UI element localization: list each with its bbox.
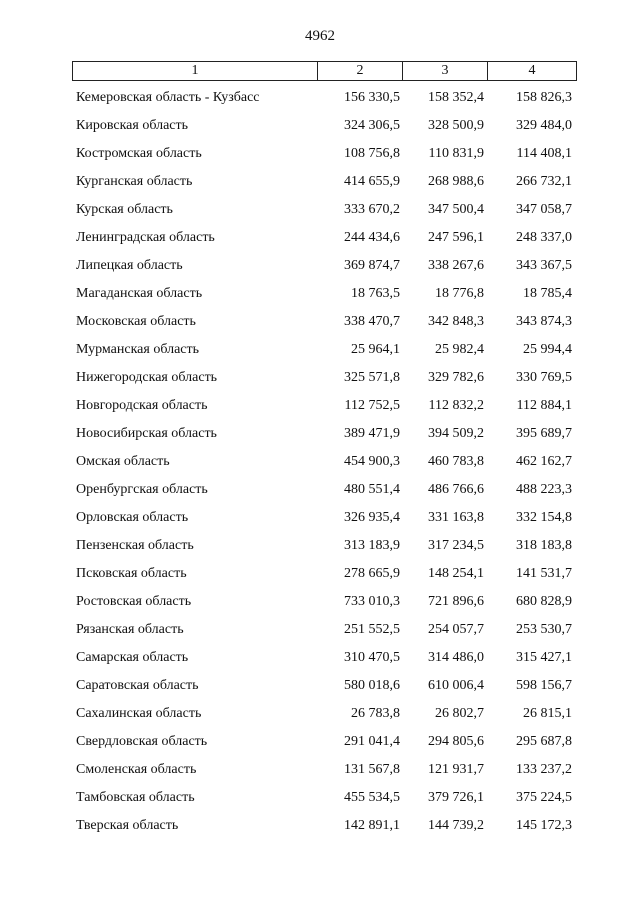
table-row [72,84,572,112]
column-header-row [73,62,577,81]
value-cell-col2: 326 935,4 [344,510,400,525]
value-cell-col4: 18 785,4 [523,286,572,301]
table-row [72,700,572,728]
region-name-cell: Мурманская область [76,342,200,357]
value-cell-col3: 610 006,4 [428,678,484,693]
region-name-cell: Свердловская область [76,734,208,749]
column-header-table [72,61,577,81]
table-row [72,644,572,672]
table-row [72,308,572,336]
value-cell-col4: 347 058,7 [516,202,572,217]
value-cell-col2: 156 330,5 [344,90,400,105]
value-cell-col4: 395 689,7 [516,426,572,441]
value-cell-col2: 278 665,9 [344,566,400,581]
value-cell-col3: 347 500,4 [428,202,484,217]
value-cell-col2: 131 567,8 [344,762,400,777]
table-row [72,560,572,588]
region-name-cell: Самарская область [76,650,189,665]
value-cell-col3: 331 163,8 [428,510,484,525]
value-cell-col2: 18 763,5 [351,286,400,301]
table-row [72,392,572,420]
value-cell-col4: 26 815,1 [523,706,572,721]
column-header-1: 1 [73,62,318,81]
value-cell-col4: 158 826,3 [516,90,572,105]
value-cell-col3: 379 726,1 [428,790,484,805]
value-cell-col2: 251 552,5 [344,622,400,637]
value-cell-col4: 329 484,0 [516,118,572,133]
value-cell-col2: 454 900,3 [344,454,400,469]
value-cell-col4: 253 530,7 [516,622,572,637]
region-name-cell: Кемеровская область - Кузбасс [76,90,260,105]
value-cell-col4: 25 994,4 [523,342,572,357]
table-row [72,616,572,644]
table-row [72,728,572,756]
value-cell-col4: 266 732,1 [516,174,572,189]
value-cell-col2: 333 670,2 [344,202,400,217]
region-name-cell: Омская область [76,454,170,469]
table-row [72,672,572,700]
region-name-cell: Курская область [76,202,173,217]
value-cell-col4: 145 172,3 [516,818,572,833]
table-row [72,196,572,224]
region-name-cell: Ростовская область [76,594,192,609]
value-cell-col2: 142 891,1 [344,818,400,833]
value-cell-col4: 343 367,5 [516,258,572,273]
table-row [72,336,572,364]
table-row [72,812,572,840]
value-cell-col2: 324 306,5 [344,118,400,133]
value-cell-col3: 247 596,1 [428,230,484,245]
value-cell-col4: 295 687,8 [516,734,572,749]
table-row [72,448,572,476]
value-cell-col2: 325 571,8 [344,370,400,385]
region-name-cell: Тамбовская область [76,790,195,805]
region-name-cell: Саратовская область [76,678,199,693]
column-header-4: 4 [488,62,577,81]
value-cell-col3: 486 766,6 [428,482,484,497]
value-cell-col4: 315 427,1 [516,650,572,665]
value-cell-col3: 294 805,6 [428,734,484,749]
table-row [72,784,572,812]
column-header-2: 2 [318,62,403,81]
table-row [72,168,572,196]
value-cell-col2: 338 470,7 [344,314,400,329]
value-cell-col4: 343 874,3 [516,314,572,329]
value-cell-col2: 733 010,3 [344,594,400,609]
value-cell-col3: 26 802,7 [435,706,484,721]
value-cell-col2: 389 471,9 [344,426,400,441]
value-cell-col2: 313 183,9 [344,538,400,553]
value-cell-col2: 244 434,6 [344,230,400,245]
region-name-cell: Костромская область [76,146,202,161]
table-row [72,112,572,140]
value-cell-col2: 455 534,5 [344,790,400,805]
region-name-cell: Новгородская область [76,398,208,413]
table-row [72,532,572,560]
region-name-cell: Сахалинская область [76,706,202,721]
value-cell-col3: 121 931,7 [428,762,484,777]
table-row [72,364,572,392]
region-name-cell: Ленинградская область [76,230,215,245]
value-cell-col4: 318 183,8 [516,538,572,553]
value-cell-col2: 26 783,8 [351,706,400,721]
value-cell-col3: 110 831,9 [428,146,484,161]
region-name-cell: Нижегородская область [76,370,218,385]
value-cell-col2: 310 470,5 [344,650,400,665]
value-cell-col3: 158 352,4 [428,90,484,105]
region-name-cell: Смоленская область [76,762,197,777]
value-cell-col4: 332 154,8 [516,510,572,525]
region-name-cell: Московская область [76,314,196,329]
table-row [72,252,572,280]
region-name-cell: Магаданская область [76,286,203,301]
region-name-cell: Оренбургская область [76,482,208,497]
region-name-cell: Рязанская область [76,622,184,637]
column-header-3: 3 [403,62,488,81]
value-cell-col4: 248 337,0 [516,230,572,245]
value-cell-col3: 329 782,6 [428,370,484,385]
value-cell-col3: 460 783,8 [428,454,484,469]
value-cell-col3: 328 500,9 [428,118,484,133]
value-cell-col3: 721 896,6 [428,594,484,609]
value-cell-col3: 148 254,1 [428,566,484,581]
value-cell-col4: 375 224,5 [516,790,572,805]
value-cell-col2: 291 041,4 [344,734,400,749]
value-cell-col3: 112 832,2 [428,398,484,413]
table-row [72,224,572,252]
region-name-cell: Тверская область [76,818,179,833]
table-body [72,84,572,840]
value-cell-col4: 330 769,5 [516,370,572,385]
value-cell-col4: 488 223,3 [516,482,572,497]
table-row [72,476,572,504]
table-row [72,504,572,532]
table-row [72,588,572,616]
value-cell-col2: 480 551,4 [344,482,400,497]
value-cell-col3: 342 848,3 [428,314,484,329]
value-cell-col3: 18 776,8 [435,286,484,301]
value-cell-col3: 338 267,6 [428,258,484,273]
region-name-cell: Псковская область [76,566,187,581]
value-cell-col3: 144 739,2 [428,818,484,833]
value-cell-col4: 598 156,7 [516,678,572,693]
value-cell-col3: 314 486,0 [428,650,484,665]
value-cell-col2: 25 964,1 [351,342,400,357]
value-cell-col3: 254 057,7 [428,622,484,637]
region-name-cell: Кировская область [76,118,189,133]
value-cell-col2: 112 752,5 [344,398,400,413]
value-cell-col4: 462 162,7 [516,454,572,469]
table-row [72,280,572,308]
value-cell-col4: 114 408,1 [516,146,572,161]
value-cell-col3: 25 982,4 [435,342,484,357]
value-cell-col3: 394 509,2 [428,426,484,441]
value-cell-col4: 680 828,9 [516,594,572,609]
value-cell-col4: 112 884,1 [516,398,572,413]
value-cell-col2: 369 874,7 [344,258,400,273]
region-name-cell: Курганская область [76,174,193,189]
value-cell-col3: 317 234,5 [428,538,484,553]
table-row [72,420,572,448]
value-cell-col2: 414 655,9 [344,174,400,189]
region-name-cell: Орловская область [76,510,189,525]
value-cell-col2: 108 756,8 [344,146,400,161]
region-name-cell: Новосибирская область [76,426,217,441]
value-cell-col2: 580 018,6 [344,678,400,693]
region-name-cell: Липецкая область [76,258,183,273]
table-row [72,140,572,168]
table-row [72,756,572,784]
region-name-cell: Пензенская область [76,538,194,553]
value-cell-col4: 133 237,2 [516,762,572,777]
value-cell-col3: 268 988,6 [428,174,484,189]
page-number: 4962 [305,28,335,44]
value-cell-col4: 141 531,7 [516,566,572,581]
